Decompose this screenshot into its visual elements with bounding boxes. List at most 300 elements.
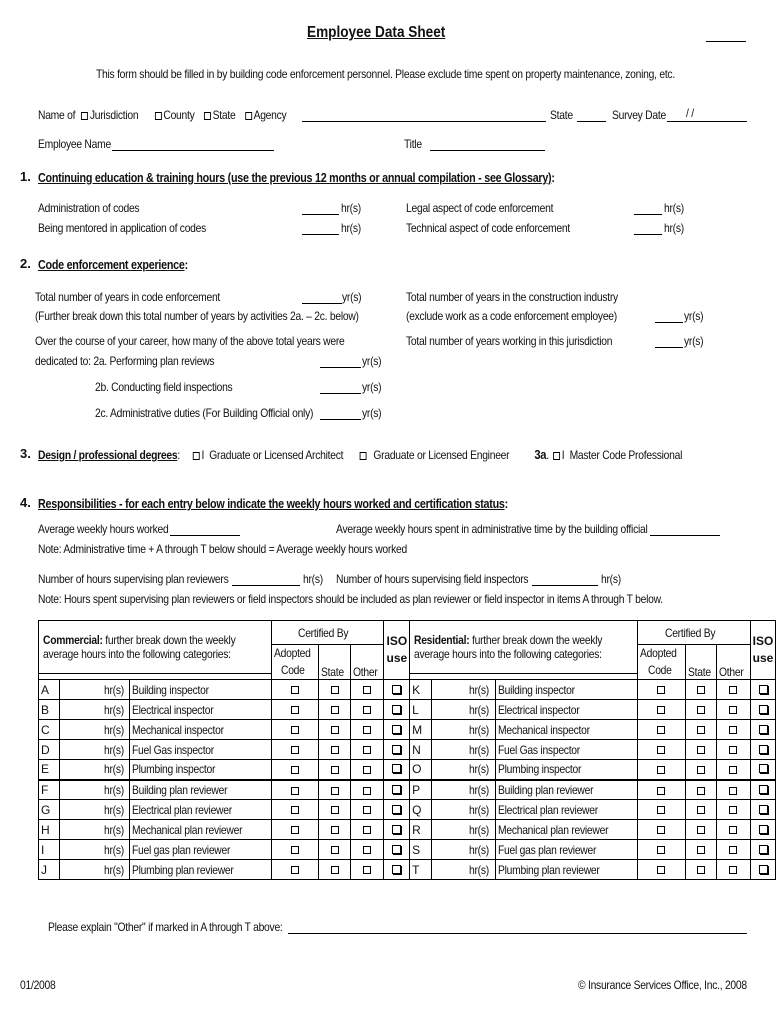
commercial-iso-use-header: ISO use xyxy=(384,621,410,680)
residential-hours-field[interactable] xyxy=(431,720,495,740)
commercial-row-letter: B xyxy=(39,700,60,720)
commercial-iso-use-cell xyxy=(384,840,410,860)
residential-iso-use-checkbox[interactable] xyxy=(759,685,768,694)
jurisdiction-label: Jurisdiction xyxy=(89,108,139,122)
commercial-adopted-code-checkbox[interactable] xyxy=(291,866,299,874)
commercial-adopted-code-checkbox[interactable] xyxy=(291,846,299,854)
residential-other-checkbox[interactable] xyxy=(729,787,737,795)
avg-admin-label: Average weekly hours spent in administrative time by the building official xyxy=(336,522,648,536)
footer-date: 01/2008 xyxy=(20,978,56,992)
residential-adopted-code-checkbox[interactable] xyxy=(657,826,665,834)
residential-row-letter: O xyxy=(410,760,431,780)
commercial-state-checkbox[interactable] xyxy=(331,706,339,714)
commercial-category-label: Mechanical plan reviewer xyxy=(131,822,242,837)
table-row xyxy=(39,780,776,800)
commercial-iso-use-cell xyxy=(384,860,410,880)
commercial-adopted-code-checkbox[interactable] xyxy=(291,686,299,694)
residential-iso-use-cell xyxy=(750,700,776,720)
residential-other-checkbox[interactable] xyxy=(729,706,737,714)
field-inspections-unit: yr(s) xyxy=(362,380,382,394)
residential-adopted-code-checkbox[interactable] xyxy=(657,726,665,734)
residential-other-cell xyxy=(717,860,751,880)
residential-category-label: Plumbing inspector xyxy=(497,762,581,777)
commercial-hours-unit: hr(s) xyxy=(103,782,124,797)
ce-legal-label: Legal aspect of code enforcement xyxy=(406,201,554,215)
residential-hours-field[interactable] xyxy=(431,780,495,800)
commercial-iso-use-checkbox[interactable] xyxy=(392,785,401,794)
construction-years-line2: (exclude work as a code enforcement employee) xyxy=(406,309,617,323)
residential-iso-use-checkbox[interactable] xyxy=(759,865,768,874)
residential-state-cell xyxy=(685,740,717,760)
residential-adopted-code-header: Adopted Code xyxy=(638,645,686,680)
residential-other-cell xyxy=(717,800,751,820)
title-label: Title xyxy=(404,137,422,151)
title-field[interactable] xyxy=(430,150,545,151)
commercial-hours-field[interactable] xyxy=(60,740,129,760)
residential-adopted-code-checkbox[interactable] xyxy=(657,846,665,854)
commercial-state-cell xyxy=(319,760,351,780)
employee-name-field[interactable] xyxy=(112,150,274,151)
commercial-other-cell xyxy=(350,820,384,840)
commercial-iso-use-cell xyxy=(384,780,410,800)
section-3-number: 3. xyxy=(20,446,31,461)
residential-other-cell xyxy=(717,720,751,740)
residential-other-checkbox[interactable] xyxy=(729,846,737,854)
commercial-row-letter: I xyxy=(39,840,60,860)
residential-category-label: Fuel gas plan reviewer xyxy=(497,842,596,857)
table-row xyxy=(39,840,776,860)
residential-state-cell xyxy=(685,720,717,740)
survey-date-field[interactable] xyxy=(667,121,747,122)
residential-adopted-code-cell xyxy=(638,820,686,840)
other-explain-field[interactable] xyxy=(288,933,747,934)
agency-name-field[interactable] xyxy=(302,121,546,122)
state-checkbox[interactable] xyxy=(204,112,211,120)
commercial-hours-field[interactable] xyxy=(60,680,129,700)
commercial-other-cell xyxy=(350,760,384,780)
residential-state-checkbox[interactable] xyxy=(697,846,705,854)
residential-iso-use-checkbox[interactable] xyxy=(759,745,768,754)
supervising-field-label: Number of hours supervising field inspectors xyxy=(336,572,529,586)
commercial-hours-field[interactable] xyxy=(60,760,129,780)
county-checkbox[interactable] xyxy=(155,112,162,120)
ce-technical-label: Technical aspect of code enforcement xyxy=(406,221,570,235)
residential-iso-use-header: ISO use xyxy=(750,621,776,680)
residential-state-checkbox[interactable] xyxy=(697,806,705,814)
supervising-plan-unit: hr(s) xyxy=(303,572,323,586)
instructions: This form should be filled in by building code enforcement personnel. Please exclude time spent on property maintenance, zoning, etc. xyxy=(96,67,675,81)
commercial-hours-field[interactable] xyxy=(60,820,129,840)
survey-date-slashes: / / xyxy=(686,106,694,120)
residential-hours-unit: hr(s) xyxy=(469,682,490,697)
county-label: County xyxy=(163,108,195,122)
commercial-iso-use-cell xyxy=(384,800,410,820)
residential-state-checkbox[interactable] xyxy=(697,726,705,734)
commercial-hours-unit: hr(s) xyxy=(103,702,124,717)
ce-administration-label: Administration of codes xyxy=(38,201,140,215)
commercial-state-checkbox[interactable] xyxy=(331,787,339,795)
commercial-category-label: Electrical plan reviewer xyxy=(131,802,232,817)
residential-iso-use-checkbox[interactable] xyxy=(759,705,768,714)
page-number-blank[interactable] xyxy=(706,41,746,42)
residential-state-checkbox[interactable] xyxy=(697,746,705,754)
residential-adopted-code-cell xyxy=(638,760,686,780)
residential-other-cell xyxy=(717,680,751,700)
commercial-adopted-code-cell xyxy=(271,800,319,820)
commercial-adopted-code-cell xyxy=(271,740,319,760)
residential-iso-use-cell xyxy=(750,760,776,780)
residential-adopted-code-checkbox[interactable] xyxy=(657,866,665,874)
commercial-other-cell xyxy=(350,780,384,800)
residential-row-letter: R xyxy=(410,820,431,840)
residential-adopted-code-cell xyxy=(638,680,686,700)
residential-state-cell xyxy=(685,860,717,880)
ce-mentored-unit: hr(s) xyxy=(341,221,361,235)
page-title: Employee Data Sheet xyxy=(307,24,446,41)
commercial-other-checkbox[interactable] xyxy=(363,706,371,714)
commercial-state-header: State xyxy=(319,645,351,680)
residential-state-checkbox[interactable] xyxy=(697,866,705,874)
residential-adopted-code-cell xyxy=(638,740,686,760)
commercial-hours-field[interactable] xyxy=(60,720,129,740)
residential-state-checkbox[interactable] xyxy=(697,766,705,774)
commercial-adopted-code-cell xyxy=(271,720,319,740)
commercial-adopted-code-cell xyxy=(271,840,319,860)
jurisdiction-checkbox[interactable] xyxy=(81,112,88,120)
section-3-heading: Design / professional degrees xyxy=(38,448,178,462)
residential-iso-use-checkbox[interactable] xyxy=(759,764,768,773)
commercial-other-checkbox[interactable] xyxy=(363,686,371,694)
table-row xyxy=(39,700,776,720)
section-3-row: Design / professional degrees: I Graduate or Licensed Architect Graduate or Licensed Engineer 3a. I Master Code Professional xyxy=(38,447,683,462)
commercial-other-cell xyxy=(350,800,384,820)
ce-technical-unit: hr(s) xyxy=(664,221,684,235)
residential-other-checkbox[interactable] xyxy=(729,826,737,834)
jurisdiction-years-unit: yr(s) xyxy=(684,334,704,348)
architect-checkbox[interactable] xyxy=(193,452,200,460)
commercial-iso-use-checkbox[interactable] xyxy=(392,805,401,814)
jurisdiction-years-label: Total number of years working in this jurisdiction xyxy=(406,334,613,348)
commercial-row-letter: G xyxy=(39,800,60,820)
commercial-row-letter: A xyxy=(39,680,60,700)
commercial-adopted-code-checkbox[interactable] xyxy=(291,766,299,774)
field-inspections-years-field[interactable] xyxy=(320,393,361,394)
commercial-state-cell xyxy=(319,780,351,800)
table-row xyxy=(39,760,776,780)
residential-hours-field[interactable] xyxy=(431,700,495,720)
commercial-row-letter: D xyxy=(39,740,60,760)
section-4-heading: Responsibilities - for each entry below indicate the weekly hours worked and certification status: xyxy=(38,497,508,511)
commercial-hours-field[interactable] xyxy=(60,860,129,880)
commercial-adopted-code-checkbox[interactable] xyxy=(291,806,299,814)
residential-header: Residential: further break down the weekly average hours into the following categories: xyxy=(410,621,638,674)
commercial-adopted-code-checkbox[interactable] xyxy=(291,726,299,734)
residential-category-label: Plumbing plan reviewer xyxy=(497,862,600,877)
commercial-other-checkbox[interactable] xyxy=(363,846,371,854)
ce-technical-field[interactable] xyxy=(634,234,662,235)
commercial-other-checkbox[interactable] xyxy=(363,726,371,734)
residential-hours-unit: hr(s) xyxy=(469,782,490,797)
ce-administration-field[interactable] xyxy=(302,214,339,215)
section-1-heading: Continuing education & training hours (use the previous 12 months or annual compilation - see Glossary): xyxy=(38,171,555,185)
avg-weekly-field[interactable] xyxy=(170,535,240,536)
commercial-other-checkbox[interactable] xyxy=(363,746,371,754)
section-1-number: 1. xyxy=(20,169,31,184)
commercial-iso-use-cell xyxy=(384,740,410,760)
supervising-plan-field[interactable] xyxy=(232,585,300,586)
commercial-hours-unit: hr(s) xyxy=(103,822,124,837)
jurisdiction-years-field[interactable] xyxy=(655,347,683,348)
residential-adopted-code-cell xyxy=(638,800,686,820)
residential-hours-unit: hr(s) xyxy=(469,762,490,777)
residential-hours-field[interactable] xyxy=(431,740,495,760)
commercial-state-cell xyxy=(319,680,351,700)
commercial-state-cell xyxy=(319,800,351,820)
residential-adopted-code-checkbox[interactable] xyxy=(657,706,665,714)
residential-other-checkbox[interactable] xyxy=(729,866,737,874)
master-code-label: Master Code Professional xyxy=(569,448,683,462)
residential-row-letter: M xyxy=(410,720,431,740)
commercial-iso-use-checkbox[interactable] xyxy=(392,745,401,754)
residential-category-label: Mechanical plan reviewer xyxy=(497,822,608,837)
commercial-other-header: Other xyxy=(350,645,384,680)
commercial-iso-use-cell xyxy=(384,700,410,720)
commercial-iso-use-cell xyxy=(384,720,410,740)
residential-adopted-code-checkbox[interactable] xyxy=(657,766,665,774)
residential-state-checkbox[interactable] xyxy=(697,787,705,795)
field-inspections-label: 2b. Conducting field inspections xyxy=(95,380,233,394)
section-4-number: 4. xyxy=(20,495,31,510)
table-row xyxy=(39,720,776,740)
total-years-field[interactable] xyxy=(302,303,342,304)
commercial-category-label: Building inspector xyxy=(131,682,209,697)
commercial-iso-use-checkbox[interactable] xyxy=(392,845,401,854)
commercial-other-checkbox[interactable] xyxy=(363,766,371,774)
section-2-number: 2. xyxy=(20,256,31,271)
commercial-adopted-code-checkbox[interactable] xyxy=(291,706,299,714)
total-years-unit: yr(s) xyxy=(342,290,362,304)
state-field[interactable] xyxy=(577,121,606,122)
residential-hours-field[interactable] xyxy=(431,800,495,820)
residential-category-label: Electrical inspector xyxy=(497,702,580,717)
employee-name-label: Employee Name xyxy=(38,137,111,151)
residential-iso-use-cell xyxy=(750,860,776,880)
commercial-other-cell xyxy=(350,680,384,700)
residential-state-checkbox[interactable] xyxy=(697,826,705,834)
residential-iso-use-cell xyxy=(750,680,776,700)
residential-other-cell xyxy=(717,780,751,800)
commercial-iso-use-checkbox[interactable] xyxy=(392,725,401,734)
plan-reviews-years-field[interactable] xyxy=(320,367,361,368)
ce-mentored-label: Being mentored in application of codes xyxy=(38,221,207,235)
commercial-hours-unit: hr(s) xyxy=(103,722,124,737)
supervising-plan-label: Number of hours supervising plan reviewers xyxy=(38,572,229,586)
responsibilities-table xyxy=(38,620,776,880)
residential-iso-use-checkbox[interactable] xyxy=(759,805,768,814)
commercial-other-checkbox[interactable] xyxy=(363,826,371,834)
commercial-hours-unit: hr(s) xyxy=(103,742,124,757)
survey-date-label: Survey Date xyxy=(612,108,666,122)
commercial-adopted-code-cell xyxy=(271,700,319,720)
commercial-hours-unit: hr(s) xyxy=(103,762,124,777)
commercial-category-label: Plumbing plan reviewer xyxy=(131,862,234,877)
architect-label: Graduate or Licensed Architect xyxy=(209,448,344,462)
commercial-iso-use-checkbox[interactable] xyxy=(392,685,401,694)
residential-other-cell xyxy=(717,740,751,760)
residential-state-cell xyxy=(685,800,717,820)
commercial-other-cell xyxy=(350,700,384,720)
avg-admin-field[interactable] xyxy=(650,535,720,536)
commercial-state-checkbox[interactable] xyxy=(331,846,339,854)
section-2-heading: Code enforcement experience: xyxy=(38,258,188,272)
commercial-category-label: Electrical inspector xyxy=(131,702,214,717)
residential-iso-use-checkbox[interactable] xyxy=(759,825,768,834)
residential-adopted-code-cell xyxy=(638,780,686,800)
residential-other-checkbox[interactable] xyxy=(729,746,737,754)
commercial-other-checkbox[interactable] xyxy=(363,806,371,814)
state-label: State xyxy=(212,108,236,122)
residential-hours-unit: hr(s) xyxy=(469,802,490,817)
commercial-row-letter: J xyxy=(39,860,60,880)
engineer-checkbox[interactable] xyxy=(360,452,367,460)
commercial-adopted-code-checkbox[interactable] xyxy=(291,787,299,795)
residential-hours-unit: hr(s) xyxy=(469,722,490,737)
commercial-state-checkbox[interactable] xyxy=(331,746,339,754)
residential-iso-use-checkbox[interactable] xyxy=(759,725,768,734)
commercial-state-checkbox[interactable] xyxy=(331,726,339,734)
commercial-hours-field[interactable] xyxy=(60,700,129,720)
residential-other-checkbox[interactable] xyxy=(729,766,737,774)
residential-iso-use-checkbox[interactable] xyxy=(759,785,768,794)
footer-copyright: © Insurance Services Office, Inc., 2008 xyxy=(578,978,747,992)
residential-hours-unit: hr(s) xyxy=(469,702,490,717)
residential-state-cell xyxy=(685,760,717,780)
residential-row-letter: Q xyxy=(410,800,431,820)
commercial-other-checkbox[interactable] xyxy=(363,866,371,874)
residential-adopted-code-checkbox[interactable] xyxy=(657,686,665,694)
residential-adopted-code-checkbox[interactable] xyxy=(657,746,665,754)
commercial-state-checkbox[interactable] xyxy=(331,686,339,694)
commercial-hours-field[interactable] xyxy=(60,800,129,820)
commercial-hours-field[interactable] xyxy=(60,840,129,860)
residential-hours-unit: hr(s) xyxy=(469,842,490,857)
residential-hours-field[interactable] xyxy=(431,820,495,840)
section-3a-number: 3a xyxy=(534,447,547,462)
residential-hours-field[interactable] xyxy=(431,860,495,880)
residential-adopted-code-checkbox[interactable] xyxy=(657,787,665,795)
commercial-state-cell xyxy=(319,860,351,880)
table-row xyxy=(39,800,776,820)
commercial-state-checkbox[interactable] xyxy=(331,806,339,814)
ce-legal-field[interactable] xyxy=(634,214,662,215)
commercial-state-cell xyxy=(319,840,351,860)
note-supervising: Note: Hours spent supervising plan reviewers or field inspectors should be included as plan reviewer or field inspector in items A through T below. xyxy=(38,592,663,606)
residential-iso-use-cell xyxy=(750,800,776,820)
residential-adopted-code-checkbox[interactable] xyxy=(657,806,665,814)
residential-iso-use-checkbox[interactable] xyxy=(759,845,768,854)
residential-hours-field[interactable] xyxy=(431,840,495,860)
commercial-adopted-code-cell xyxy=(271,760,319,780)
total-years-label: Total number of years in code enforcement xyxy=(35,290,221,304)
commercial-iso-use-checkbox[interactable] xyxy=(392,705,401,714)
construction-years-line1: Total number of years in the construction industry xyxy=(406,290,618,304)
residential-state-cell xyxy=(685,680,717,700)
residential-category-label: Electrical plan reviewer xyxy=(497,802,598,817)
residential-row-letter: L xyxy=(410,700,431,720)
commercial-iso-use-checkbox[interactable] xyxy=(392,865,401,874)
construction-years-field[interactable] xyxy=(655,322,683,323)
commercial-iso-use-checkbox[interactable] xyxy=(392,764,401,773)
residential-iso-use-cell xyxy=(750,820,776,840)
supervising-field-unit: hr(s) xyxy=(601,572,621,586)
commercial-category-label: Fuel gas plan reviewer xyxy=(131,842,230,857)
admin-duties-years-field[interactable] xyxy=(320,419,361,420)
commercial-category-label: Plumbing inspector xyxy=(131,762,215,777)
commercial-row-letter: E xyxy=(39,760,60,780)
commercial-state-checkbox[interactable] xyxy=(331,766,339,774)
residential-state-cell xyxy=(685,840,717,860)
residential-row-letter: N xyxy=(410,740,431,760)
commercial-hours-unit: hr(s) xyxy=(103,802,124,817)
agency-checkbox[interactable] xyxy=(245,112,252,120)
further-break-note: (Further break down this total number of years by activities 2a. – 2c. below) xyxy=(35,309,359,323)
residential-category-label: Building plan reviewer xyxy=(497,782,593,797)
residential-hours-field[interactable] xyxy=(431,760,495,780)
commercial-certified-by: Certified By xyxy=(271,621,384,645)
residential-other-checkbox[interactable] xyxy=(729,686,737,694)
residential-other-checkbox[interactable] xyxy=(729,726,737,734)
residential-iso-use-cell xyxy=(750,780,776,800)
commercial-hours-field[interactable] xyxy=(60,780,129,800)
supervising-field-field[interactable] xyxy=(532,585,598,586)
residential-other-cell xyxy=(717,840,751,860)
commercial-row-letter: H xyxy=(39,820,60,840)
residential-category-label: Building inspector xyxy=(497,682,575,697)
residential-hours-field[interactable] xyxy=(431,680,495,700)
agency-label: Agency xyxy=(253,108,287,122)
commercial-state-cell xyxy=(319,820,351,840)
commercial-adopted-code-checkbox[interactable] xyxy=(291,826,299,834)
residential-other-checkbox[interactable] xyxy=(729,806,737,814)
residential-hours-unit: hr(s) xyxy=(469,742,490,757)
commercial-adopted-code-cell xyxy=(271,860,319,880)
engineer-label: Graduate or Licensed Engineer xyxy=(373,448,510,462)
commercial-iso-use-checkbox[interactable] xyxy=(392,825,401,834)
residential-state-cell xyxy=(685,700,717,720)
name-of-row xyxy=(38,108,286,122)
commercial-other-cell xyxy=(350,720,384,740)
commercial-adopted-code-cell xyxy=(271,820,319,840)
commercial-adopted-code-checkbox[interactable] xyxy=(291,746,299,754)
residential-category-label: Mechanical inspector xyxy=(497,722,590,737)
table-row xyxy=(39,820,776,840)
note-admin-time: Note: Administrative time + A through T below should = Average weekly hours worked xyxy=(38,542,407,556)
master-code-checkbox[interactable] xyxy=(553,452,560,460)
residential-iso-use-cell xyxy=(750,740,776,760)
commercial-category-label: Mechanical inspector xyxy=(131,722,224,737)
residential-state-checkbox[interactable] xyxy=(697,686,705,694)
residential-state-checkbox[interactable] xyxy=(697,706,705,714)
commercial-state-checkbox[interactable] xyxy=(331,826,339,834)
table-row xyxy=(39,740,776,760)
commercial-other-cell xyxy=(350,860,384,880)
ce-mentored-field[interactable] xyxy=(302,234,339,235)
commercial-state-checkbox[interactable] xyxy=(331,866,339,874)
commercial-adopted-code-cell xyxy=(271,680,319,700)
residential-hours-unit: hr(s) xyxy=(469,822,490,837)
residential-other-header: Other xyxy=(717,645,751,680)
commercial-other-checkbox[interactable] xyxy=(363,787,371,795)
